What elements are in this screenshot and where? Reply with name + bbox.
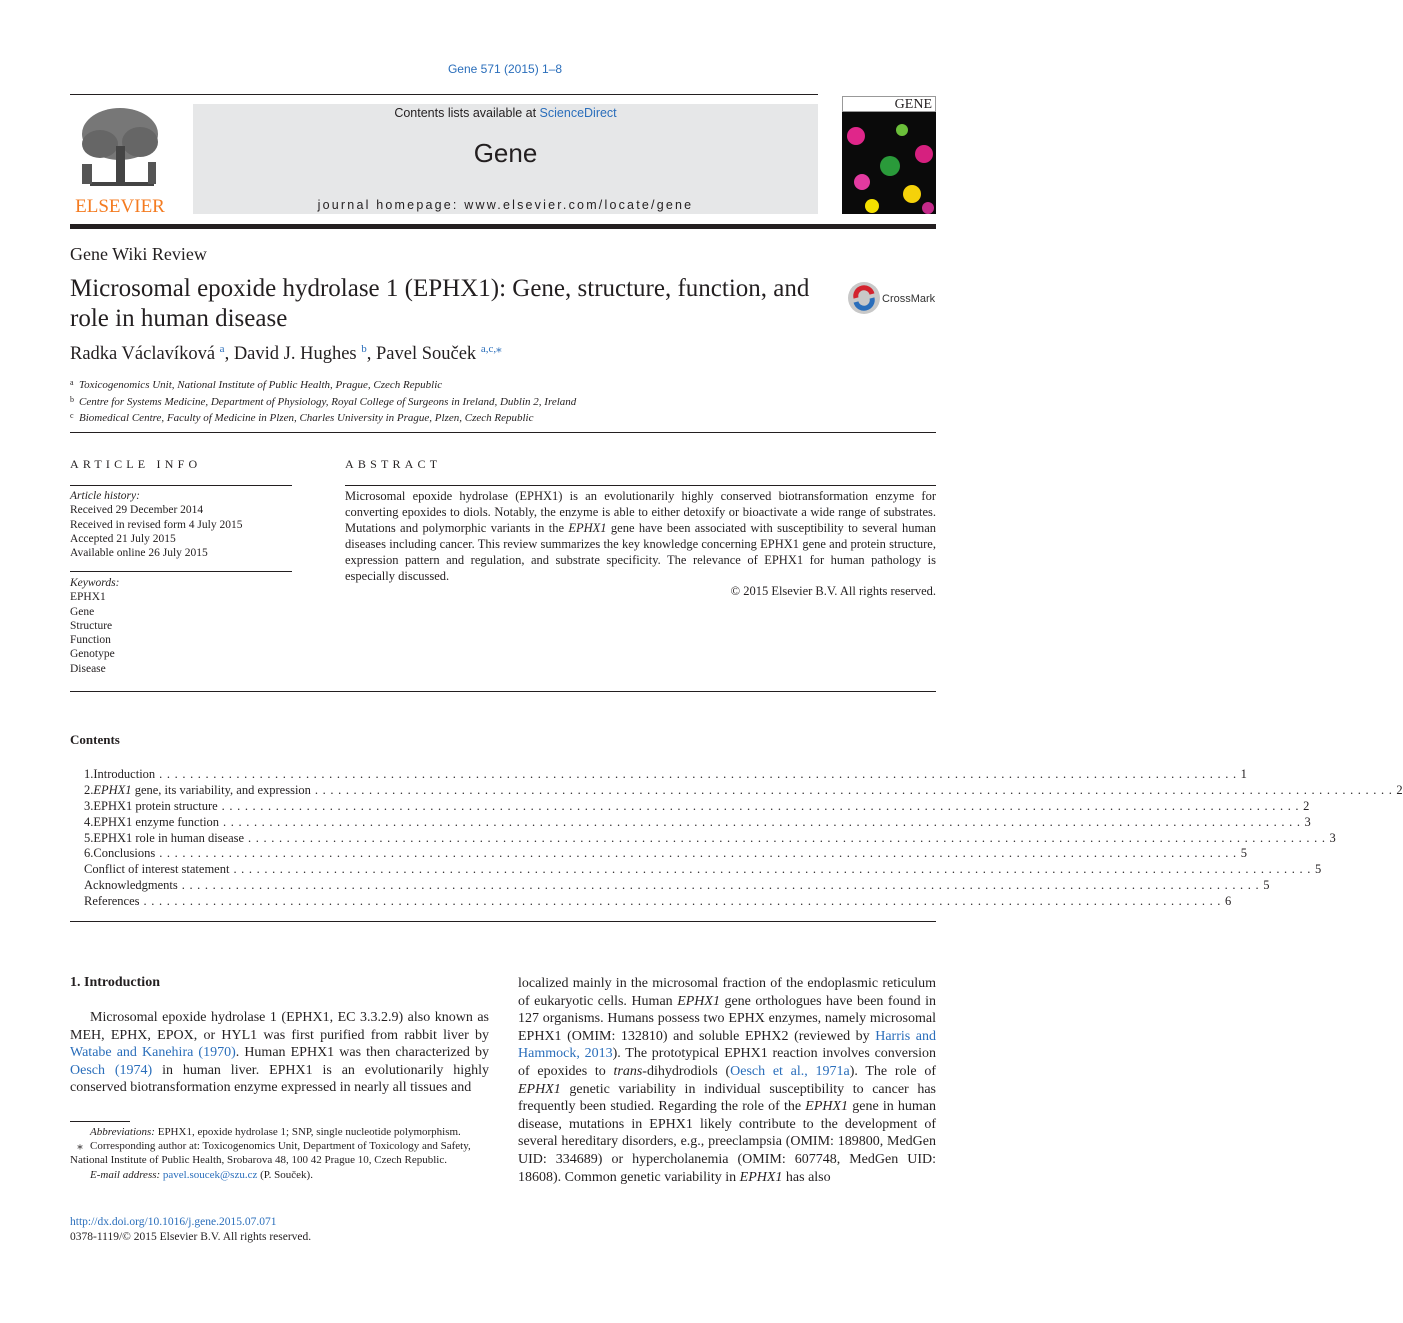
toc-item-conflict[interactable]: Conflict of interest statement ............................................................................................................................................ 5 xyxy=(84,862,1322,877)
section-heading-introduction: 1. Introduction xyxy=(70,975,160,990)
toc-item-human-disease[interactable]: 5. EPHX1 role in human disease ............................................................................................................................................ 3 xyxy=(84,830,1336,845)
table-of-contents xyxy=(84,767,1403,910)
history-item: Received 29 December 2014 xyxy=(70,504,204,517)
body-text: has also xyxy=(782,1169,831,1185)
body-right-column xyxy=(518,975,936,1186)
toc-item-conclusions[interactable]: 6. Conclusions ............................................................................................................................................ 5 xyxy=(84,846,1247,861)
doi-block xyxy=(70,1215,311,1244)
italic-text: EPHX1 xyxy=(739,1169,783,1185)
body-text: localized mainly in the microsomal fraction of the endoplasmic reticulum of eukaryotic cells. Human xyxy=(518,976,936,1009)
toc-item-gene[interactable]: 2. EPHX1 gene, its variability, and expression ............................................................................................................................................ 2 xyxy=(84,782,1403,797)
affiliation-item: c Biomedical Centre, Faculty of Medicine in Plzen, Charles University in Prague, Plzen, Czech Republic xyxy=(70,411,534,424)
issn-line: 0378-1119/© 2015 Elsevier B.V. All rights reserved. xyxy=(70,1230,312,1243)
journal-homepage[interactable]: journal homepage: www.elsevier.com/locate/gene xyxy=(317,198,694,212)
article-info-heading: ARTICLE INFO xyxy=(70,457,202,471)
sciencedirect-link[interactable]: ScienceDirect xyxy=(539,106,617,120)
email-footnote: E-mail address: pavel.soucek@szu.cz (P. Souček). xyxy=(90,1168,313,1181)
journal-reference[interactable]: Gene 571 (2015) 1–8 xyxy=(447,62,563,76)
citation-link[interactable]: Watabe and Kanehira (1970) xyxy=(70,1045,236,1061)
body-left-column xyxy=(70,1009,489,1097)
keywords-label: Keywords: xyxy=(70,577,120,589)
body-text: ). The prototypical EPHX1 reaction involves conversion of epoxides to xyxy=(518,1046,936,1079)
crossmark-label: CrossMark xyxy=(882,293,936,305)
body-text: in human liver. EPHX1 is an evolutionarily highly conserved biotransformation enzyme expressed in nearly all tissues and xyxy=(70,1062,489,1096)
email-link[interactable]: pavel.soucek@szu.cz xyxy=(162,1168,258,1181)
corresponding-footnote: ⁎ Corresponding author at: Toxicogenomics Unit, Department of Toxicology and Safety, National Institute of Public Health, Srobarova 48, 100 42 Prague 10, Czech Republic. xyxy=(70,1140,471,1167)
title-divider xyxy=(70,432,936,433)
history-label: Article history: xyxy=(70,490,140,502)
body-text: ). The role of xyxy=(849,1063,936,1079)
history-item: Accepted 21 July 2015 xyxy=(70,532,176,545)
history-item: Available online 26 July 2015 xyxy=(70,547,208,560)
toc-item-protein-structure[interactable]: 3. EPHX1 protein structure ............................................................................................................................................ 2 xyxy=(84,798,1310,813)
body-text: . Human EPHX1 was then characterized by xyxy=(235,1045,490,1061)
journal-name: Gene xyxy=(473,138,538,168)
affiliation-item: a Toxicogenomics Unit, National Institute of Public Health, Prague, Czech Republic xyxy=(70,378,443,391)
abstract-rule xyxy=(345,485,936,486)
keyword: Disease xyxy=(70,662,106,675)
abstract-text: Microsomal epoxide hydrolase (EPHX1) is an evolutionarily highly conserved biotransformation enzyme for converting epoxides to diols. Notably, the enzyme is able to either detoxify or bioactivate a wide range of substrates. Mutations and polymorphic variants in the EPHX1 gene have been associated with susceptibility to several human diseases including cancer. This review summarizes the key knowledge concerning EPHX1 gene and protein structure, expression pattern and regulation, and substrate specificity. The relevance of EPHX1 for human pathology is especially discussed. xyxy=(345,489,937,584)
article-section-type: Gene Wiki Review xyxy=(70,244,207,264)
body-text: genetic variability in individual susceptibility to cancer has frequently been studied. Regarding the role of the xyxy=(518,1081,936,1115)
citation-link[interactable]: Harris and Hammock, 2013 xyxy=(518,1028,936,1062)
italic-text: trans xyxy=(613,1063,643,1079)
body-text: -dihydrodiols ( xyxy=(642,1063,731,1079)
toc-item-references[interactable]: References ............................................................................................................................................ 6 xyxy=(84,894,1232,909)
article-title: Microsomal epoxide hydrolase 1 (EPHX1): Gene, structure, function, and role in human disease xyxy=(70,275,810,332)
author-1-affil[interactable]: a xyxy=(219,343,225,355)
body-text: gene orthologues have been found in 127 organisms. Humans possess two EPHX enzymes, namely microsomal EPHX1 (OMIM: 132810) and soluble EPHX2 (reviewed by xyxy=(518,993,936,1044)
abstract-copyright: © 2015 Elsevier B.V. All rights reserved. xyxy=(730,584,936,598)
italic-text: EPHX1 xyxy=(805,1099,849,1115)
article-info-rule xyxy=(70,485,292,486)
doi-link[interactable]: http://dx.doi.org/10.1016/j.gene.2015.07.071 xyxy=(70,1216,277,1228)
crossmark-badge[interactable] xyxy=(846,280,946,316)
author-list xyxy=(70,342,502,365)
citation-link[interactable]: Oesch (1974) xyxy=(70,1062,153,1078)
abstract-divider xyxy=(70,691,936,692)
affiliation-item: b Centre for Systems Medicine, Department of Physiology, Royal College of Surgeons in Ireland, Dublin 2, Ireland xyxy=(70,394,577,408)
keywords-rule xyxy=(70,571,292,572)
contents-divider xyxy=(70,921,936,922)
keyword: Genotype xyxy=(70,648,115,661)
keywords xyxy=(70,576,292,676)
publisher-name: ELSEVIER xyxy=(75,196,165,217)
citation-link[interactable]: Oesch et al., 1971a xyxy=(730,1063,850,1079)
abstract-heading: ABSTRACT xyxy=(345,457,442,471)
contents-prefix: Contents lists available at xyxy=(394,106,540,120)
toc-item-acknowledgments[interactable]: Acknowledgments ............................................................................................................................................ 5 xyxy=(84,878,1270,893)
article-history xyxy=(70,489,292,560)
keyword: Structure xyxy=(70,619,113,632)
journal-cover-image xyxy=(842,96,936,214)
author-2-affil[interactable]: b xyxy=(361,343,367,355)
footnote-rule xyxy=(70,1121,130,1122)
toc-item-enzyme-function[interactable]: 4. EPHX1 enzyme function ............................................................................................................................................ 3 xyxy=(84,814,1311,829)
author-3[interactable]: Pavel Souček $^{a,c,⁎}$ xyxy=(376,343,502,365)
header-bottom-rule xyxy=(70,224,936,229)
author-1[interactable]: Radka Václavíková $^a$, xyxy=(70,343,234,365)
abbreviations-footnote: Abbreviations: EPHX1, epoxide hydrolase 1; SNP, single nucleotide polymorphism. xyxy=(90,1126,461,1138)
keyword: EPHX1 xyxy=(70,591,106,604)
contents-heading: Contents xyxy=(70,732,120,747)
italic-text: EPHX1 xyxy=(677,993,720,1009)
footnotes xyxy=(70,1125,490,1182)
author-3-affil[interactable]: a,c,⁎ xyxy=(480,343,502,355)
header-top-rule xyxy=(70,94,818,95)
author-2[interactable]: David J. Hughes $^b$, xyxy=(233,343,376,365)
italic-text: EPHX1 xyxy=(518,1081,561,1097)
elsevier-logo xyxy=(70,104,170,217)
body-text: gene in human disease, mutations in EPHX1 likely contribute to the development of several hereditary disorders, e.g., preeclampsia (OMIM: 189800, MedGen UID: 334689) or hypercholanemia (OMIM: 607748, MedGen UID: 18608). Common genetic variability in xyxy=(518,1099,937,1185)
history-item: Received in revised form 4 July 2015 xyxy=(70,518,243,531)
affiliations xyxy=(70,376,576,426)
keyword: Function xyxy=(70,634,111,647)
body-text: Microsomal epoxide hydrolase 1 (EPHX1, EC 3.3.2.9) also known as MEH, EPHX, EPOX, or HYL1 was first purified from rabbit liver by xyxy=(70,1010,489,1043)
toc-item-introduction[interactable]: 1. Introduction ............................................................................................................................................ 1 xyxy=(84,767,1247,781)
cover-title: GENE xyxy=(842,96,936,112)
keyword: Gene xyxy=(70,605,95,618)
contents-available-line xyxy=(193,106,818,120)
